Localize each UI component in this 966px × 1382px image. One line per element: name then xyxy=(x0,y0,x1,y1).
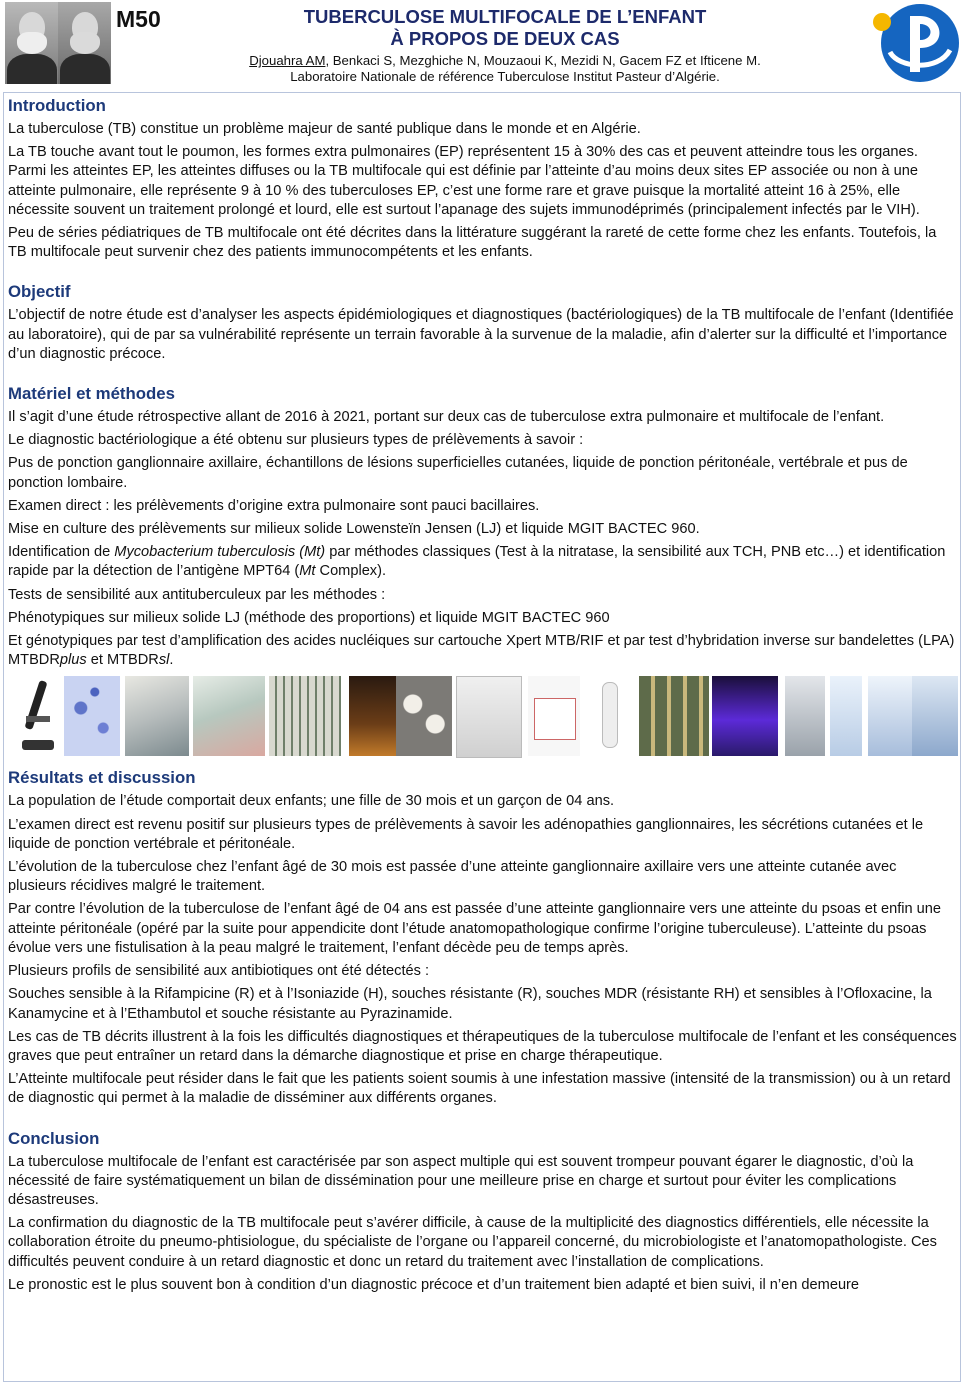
resultats-paragraph: La population de l’étude comportait deux enfants; une fille de 30 mois et un garçon de 04 ans. xyxy=(8,793,615,810)
methodes-paragraph xyxy=(8,543,958,581)
introduction-paragraph: Peu de séries pédiatriques de TB multifocale ont été décrites dans la littérature suggérant la rareté de cette forme chez les enfants. Toutefois, la TB multifocale peut survenir chez des patients immunocompétents et les enfants. xyxy=(8,225,937,261)
text-run: Et génotypiques par test d’amplification des acides nucléiques sur cartouche Xpert MTB/RIF et par test d’hybridation inverse sur bandelettes (LPA) MTBDR xyxy=(8,633,955,669)
methodes-heading: Matériel et méthodes xyxy=(8,384,175,404)
mgit-instrument-photo xyxy=(456,676,522,758)
scientists-portrait-image xyxy=(5,2,111,84)
portrait-left xyxy=(5,2,58,84)
microscope-icon xyxy=(20,676,56,756)
methodes-paragraph xyxy=(8,632,958,670)
title-line-1: TUBERCULOSE MULTIFOCALE DE L’ENFANT xyxy=(303,6,707,27)
conclusion-paragraph: La confirmation du diagnostic de la TB multifocale peut s’avérer difficile, à cause de la multiplicité des diagnostics différentiels, elle nécessite la collaboration étroite du pneumo-phtisiologue, du spécialiste de l’organe ou l’appareil concerné, du microbiologiste et l’anatomopathologiste. Ces difficultés peuvent conduire à un retard diagnostic et donc un retard du traitement avec l’installation de complications. xyxy=(8,1215,937,1270)
conclusion-paragraph: La tuberculose multifocale de l’enfant est caractérisée par son aspect multiple qui est souvent trompeur pouvant égarer le diagnostic, d’où la nécessité de faire systématiquement un bilan de dissémination pour une meilleure prise en charge et surtout pour éviter les complications désastreuses. xyxy=(8,1153,914,1208)
stained-smear-photo xyxy=(64,676,120,756)
test-kit-photo xyxy=(528,676,580,756)
methodes-paragraph: Le diagnostic bactériologique a été obtenu sur plusieurs types de prélèvements à savoir : xyxy=(8,432,584,449)
poster-title xyxy=(200,6,810,50)
conclusion-heading: Conclusion xyxy=(8,1128,100,1148)
resultats-heading: Résultats et discussion xyxy=(8,768,196,788)
title-line-2: À PROPOS DE DEUX CAS xyxy=(390,28,620,49)
objectif-section xyxy=(8,282,958,364)
species-abbrev: Mt xyxy=(299,563,316,580)
thermocycler-photo xyxy=(912,676,958,756)
other-authors: , Benkaci S, Mezghiche N, Mouzaoui K, Mezidi N, Gacem FZ et Ifticene M. xyxy=(325,53,761,68)
first-author: Djouahra AM xyxy=(249,53,326,68)
text-run: et MTBDR xyxy=(86,652,159,669)
italic-run: plus xyxy=(59,652,87,669)
authors-block xyxy=(200,53,810,85)
italic-run: sl xyxy=(158,652,170,669)
lpa-strips-photo xyxy=(868,676,912,756)
colonies-photo xyxy=(396,676,452,756)
methodes-paragraph: Examen direct : les prélèvements d’origine extra pulmonaire sont pauci bacillaires. xyxy=(8,497,540,514)
genexpert-instrument-photo xyxy=(785,676,825,756)
fluorescent-tubes-photo xyxy=(712,676,778,756)
methodes-paragraph: Phénotypiques sur milieux solide LJ (méthode des proportions) et liquide MGIT BACTEC 960 xyxy=(8,609,610,626)
text-run: Complex). xyxy=(315,563,387,580)
culture-tube-photo xyxy=(349,676,399,756)
resultats-section xyxy=(8,768,958,1108)
resultats-paragraph: Par contre l’évolution de la tuberculose de l’enfant âgé de 04 ans est passée d’une atteinte ganglionnaire vers une atteinte du psoas et enfin une atteinte péritonéale (opéré par la suite pour appendicite dont l’étude anatomopathologique confirme l’origine tuberculeuse). L’atteinte du psoas évolue vers une fistulisation à la peau malgré le traitement, l’enfant décède peu de temps après. xyxy=(8,901,942,956)
resultats-paragraph: L’Atteinte multifocale peut résider dans le fait que les patients soient soumis à une infestation massive (intensité de la transmission) ou à un retard de diagnostic qui permet à la maladie de disséminer aux différents organes. xyxy=(8,1071,951,1107)
methodes-paragraph: Pus de ponction ganglionnaire axillaire, échantillons de lésions superficielles cutanées, liquide de ponction péritonéale, vertébrale et pus de ponction lombaire. xyxy=(8,455,908,491)
lab-photo xyxy=(125,676,189,756)
text-run: . xyxy=(169,652,174,669)
resultats-paragraph: L’évolution de la tuberculose chez l’enfant âgé de 30 mois est passée d’une atteinte ganglionnaire axillaire vers une atteinte cutanée avec plusieurs récidives malgré le traitement. xyxy=(8,859,897,895)
methodes-paragraph: Mise en culture des prélèvements sur milieux solide Lowensteïn Jensen (LJ) et liquide MGIT BACTEC 960. xyxy=(8,521,700,538)
text-run: par méthodes classiques (Test à la nitratase, la sensibilité aux TCH, PNB etc…) et identification rapide par la détection de l’antigène MPT64 ( xyxy=(8,544,946,580)
methodes-paragraph: Il s’agit d’une étude rétrospective allant de 2016 à 2021, portant sur deux cas de tuberculose extra pulmonaire et multifocale de l’enfant. xyxy=(8,409,885,426)
resultats-paragraph: Les cas de TB décrits illustrent à la fois les difficultés diagnostiques et thérapeutiques de la tuberculose multifocale de l’enfant et les conséquences graves que peut entraîner un retard dans la démarche diagnostique et prise en charge thérapeutique. xyxy=(8,1028,957,1064)
conclusion-section xyxy=(8,1129,958,1295)
institut-pasteur-logo xyxy=(868,2,962,84)
lab-photo xyxy=(193,676,265,756)
cartridge-photo xyxy=(830,676,862,756)
introduction-paragraph: La tuberculose (TB) constitue un problème majeur de santé publique dans le monde et en Algérie. xyxy=(8,121,641,137)
poster-body xyxy=(8,96,958,1299)
culture-rack-photo xyxy=(269,676,341,756)
poster-code: M50 xyxy=(116,6,161,32)
resultats-paragraph: Souches sensible à la Rifampicine (R) et à l’Isoniazide (H), souches résistante (R), souches MDR (résistante RH) et sensibles à l’Ofloxacine, la Kanamycine et à l’Ethambutol et souche résistante au Pyrazinamide. xyxy=(8,986,932,1022)
resultats-paragraph: Plusieurs profils de sensibilité aux antibiotiques ont été détectés : xyxy=(8,963,430,980)
poster-header xyxy=(0,0,966,92)
methodes-section xyxy=(8,384,958,670)
methodes-paragraph: Tests de sensibilité aux antituberculeux par les méthodes : xyxy=(8,586,386,603)
lj-tubes-photo xyxy=(639,676,709,756)
conclusion-paragraph: Le pronostic est le plus souvent bon à condition d’un diagnostic précoce et d’un traitement bien adapté et bien suivi, il n’en demeure xyxy=(8,1276,860,1293)
affiliation: Laboratoire Nationale de référence Tuberculose Institut Pasteur d’Algérie. xyxy=(290,69,720,84)
rapid-test-cassette-photo xyxy=(594,676,624,756)
introduction-paragraph: La TB touche avant tout le poumon, les formes extra pulmonaires (EP) représentent 15 à 30% des cas et peuvent atteindre tous les organes. Parmi les atteintes EP, les atteintes diffuses ou la TB multifocale qui est définie par l’atteinte d’au moins deux sites EP associée ou non à une atteinte pulmonaire, elle représente 9 à 10 % des tuberculoses EP, c’est une forme rare et grave puisque la mortalité atteint 16 à 25%, elle nécessite souvent un traitement prolongé et lourd, elle est surtout l’apanage des sujets immunodéprimés (principalement infectés par le VIH). xyxy=(8,144,920,218)
portrait-right xyxy=(58,2,111,84)
species-name: Mycobacterium tuberculosis (Mt) xyxy=(114,544,326,561)
text-run: Identification de xyxy=(8,544,115,561)
lab-images-strip xyxy=(8,676,958,762)
objectif-heading: Objectif xyxy=(8,282,71,302)
introduction-section xyxy=(8,96,958,262)
author-list xyxy=(200,53,810,69)
objectif-paragraph: L’objectif de notre étude est d’analyser les aspects épidémiologiques et diagnostiques (bactériologiques) de la TB multifocale de l’enfant (Identifiée au laboratoire), qui de par sa vulnérabilité représente un terrain favorable à la survenue de la maladie, afin d’alerter sur la difficulté et l’importance d’un diagnostic précoce. xyxy=(8,307,954,362)
introduction-heading: Introduction xyxy=(8,96,106,115)
resultats-paragraph: L’examen direct est revenu positif sur plusieurs types de prélèvements à savoir les adénopathies ganglionnaires, les sécrétions cutanées et le liquide de ponction vertébrale et péritonéale. xyxy=(8,816,924,852)
